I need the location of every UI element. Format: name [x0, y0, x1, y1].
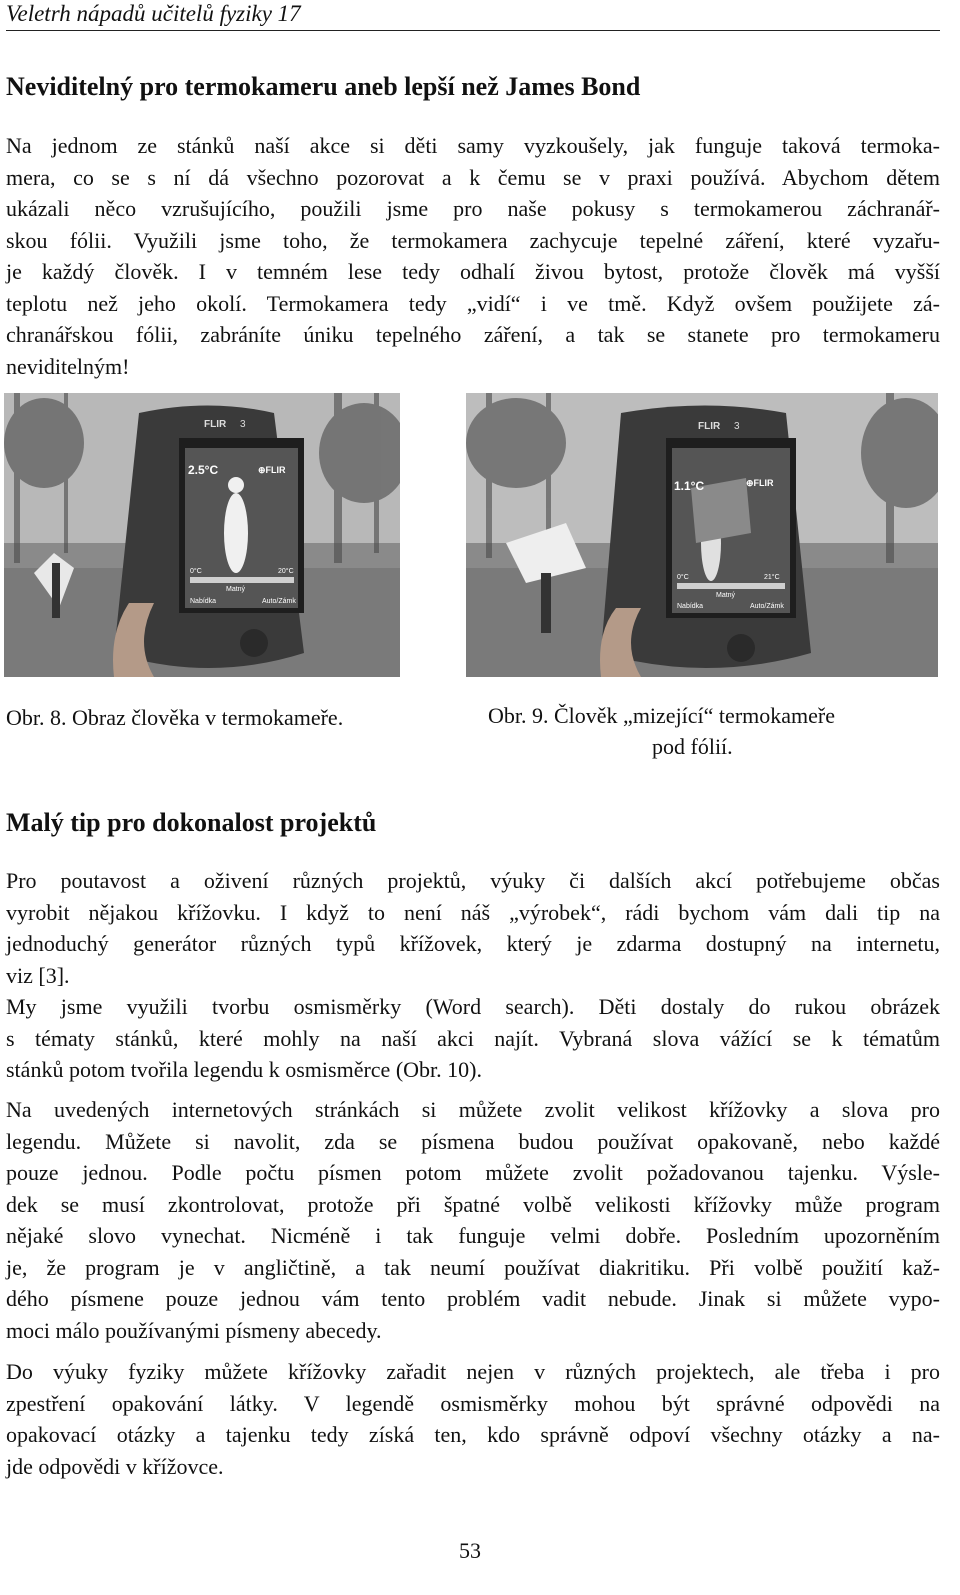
paragraph	[6, 1356, 940, 1482]
thermal-camera-photo-fig8	[4, 393, 400, 677]
text-line: ukázali něco vzrušujícího, použili jsme pro naše pokusy s termokamerou záchranář-	[6, 196, 940, 221]
text-line: opakovací otázky a tajenku tedy získá ten, kdo správně odpoví všechny otázky a na-	[6, 1422, 940, 1447]
temperature-readout: 1.1°C	[674, 479, 705, 493]
text-line: teplotu než jeho okolí. Termokamera tedy „vidí“ i ve tmě. Když ovšem použijete zá-	[6, 290, 940, 316]
text-line: Do výuky fyziky můžete křížovky zařadit nejen v různých projektech, ale třeba i pro	[6, 1359, 940, 1384]
text-line: Pro poutavost a oživení různých projektů, výuky či dalších akcí potřebujeme občas	[6, 868, 940, 893]
text-line: My jsme využili tvorbu osmisměrky (Word search). Děti dostaly do rukou obrázek	[6, 994, 940, 1019]
section-title: Neviditelný pro termokameru aneb lepší než James Bond	[6, 72, 641, 101]
text-line: pouze jednou. Podle počtu písmen potom můžete zvolit požadovanou tajenku. Výsle-	[6, 1160, 940, 1185]
figure-9-caption-line1: Obr. 9. Člověk „mizející“ termokameře	[488, 703, 835, 728]
text-line: je, že program je v angličtině, a tak neumí používat diakritiku. Při volbě použití kaž-	[6, 1254, 940, 1280]
running-header	[6, 0, 940, 31]
figure-9-caption-line2: pod fólií.	[652, 734, 733, 759]
text-line: jednoduchý generátor různých typů křížovek, který je zdarma dostupný na internetu,	[6, 931, 940, 956]
text-line: neviditelným!	[6, 353, 130, 379]
text-line: je každý člověk. I v temném lese tedy odhalí živou bytost, protože člověk má vyšší	[6, 259, 940, 284]
text-line: dého písmene pouze jednou vám tento problém vadit nebude. Jinak si můžete vypo-	[6, 1286, 940, 1311]
text-line: stánků potom tvořila legendu k osmisměrce (Obr. 10).	[6, 1057, 482, 1082]
text-line: Na uvedených internetových stránkách si můžete zvolit velikost křížovky a slova pro	[6, 1097, 940, 1122]
palette-label: Matný	[716, 592, 736, 599]
scale-max-label: 20°C	[278, 568, 294, 575]
flir-logo: ⊕FLIR	[258, 465, 286, 475]
text-line: jde odpovědi v křížovce.	[6, 1453, 224, 1479]
section-title: Malý tip pro dokonalost projektů	[6, 808, 377, 837]
text-line: s tématy stánků, které mohly na naší akci najít. Vybraná slova vážící se k tématům	[6, 1025, 940, 1051]
running-title: Veletrh nápadů učitelů fyziky 17	[6, 1, 301, 26]
text-line: chranářskou fólii, zabráníte úniku tepelného záření, a tak se stanete pro termokameru	[6, 322, 940, 347]
scale-max-label: 21°C	[764, 574, 780, 581]
text-line: mera, co se s ní dá všechno pozorovat a k čemu se v praxi používá. Abychom dětem	[6, 164, 940, 190]
text-line: legendu. Můžete si navolit, zda se písmena budou používat opakovaně, nebo každé	[6, 1128, 940, 1154]
page-number: 53	[459, 1538, 481, 1563]
scale-min-label: 0°C	[190, 568, 202, 575]
text-line: viz [3].	[6, 962, 70, 988]
camera-model-label: 3	[734, 421, 740, 432]
thermal-camera-photo-fig9	[466, 393, 938, 677]
paragraph	[6, 865, 940, 1086]
text-line: moci málo používanými písmeny abecedy.	[6, 1317, 382, 1343]
palette-label: Matný	[226, 586, 246, 593]
text-line: Na jednom ze stánků naší akce si děti samy vyzkoušely, jak funguje taková termoka-	[6, 133, 940, 158]
text-line: zpestření opakování látky. V legendě osmisměrky mohou být správné odpovědi na	[6, 1390, 940, 1416]
flir-logo: ⊕FLIR	[746, 478, 774, 488]
paragraph	[6, 1094, 940, 1346]
text-line: vyrobit nějakou křížovku. I když to není náš „výrobek“, rádi bychom vám dali tip na	[6, 899, 940, 925]
menu-right-label: Auto/Zámk	[262, 598, 296, 605]
text-line: skou fólii. Využili jsme toho, že termokamera zachycuje tepelné záření, které vyzařu-	[6, 227, 940, 253]
thermal-camera-illustration	[466, 393, 938, 677]
temperature-readout: 2.5°C	[188, 463, 219, 477]
intro-paragraph	[6, 130, 940, 382]
scale-min-label: 0°C	[677, 574, 689, 581]
menu-right-label: Auto/Zámk	[750, 603, 784, 610]
text-line: nějaké slovo vynechat. Nicméně i tak funguje velmi dobře. Posledním upozorněním	[6, 1223, 940, 1248]
thermal-camera-illustration	[4, 393, 400, 677]
text-line: dek se musí zkontrolovat, protože při špatné volbě velikosti křížovky může program	[6, 1191, 940, 1217]
camera-brand-label: FLIR	[204, 419, 227, 430]
figure-8-caption: Obr. 8. Obraz člověka v termokameře.	[6, 705, 344, 730]
menu-left-label: Nabídka	[677, 603, 704, 610]
menu-left-label: Nabídka	[190, 598, 217, 605]
camera-model-label: 3	[240, 419, 246, 430]
camera-brand-label: FLIR	[698, 421, 721, 432]
